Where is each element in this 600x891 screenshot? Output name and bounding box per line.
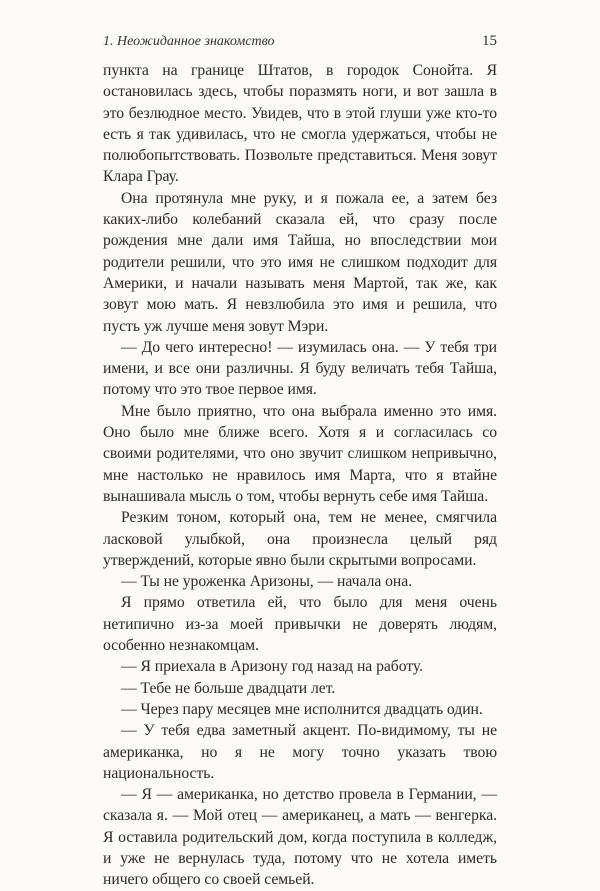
paragraph: — Тебе не больше двадцати лет. [121, 679, 336, 697]
paragraph: Она протянула мне руку, и я пожала ее, а затем без каких-либо колебаний сказала ей, что сразу после рождения мне дали имя Тайша, но впоследствии мои родители решили, что это имя не слишком подходит для Америки, и начали называть меня Мартой, так же, как зовут мою мать. Я невзлюбила это имя и решила, что пусть уж лучше меня зовут Мэри. [103, 189, 497, 335]
paragraph: Резким тоном, который она, тем не менее, смягчила ласковой улыбкой, она произнесла целый ряд утверждений, которые явно были скрытыми вопросами. [103, 509, 497, 569]
paragraph: пункта на границе Штатов, в городок Сонойта. Я остановилась здесь, чтобы поразмять ноги, и вот зашла в это безлюдное место. Увидев, что в этой глуши уже кто-то есть я так удивилась, что не смогла удержаться, чтобы не полюбопытствовать. Позвольте представиться. Меня зовут Клара Грау. [103, 62, 497, 186]
paragraph: — Ты не уроженка Аризоны, — начала она. [121, 573, 413, 591]
paragraph: — Через пару месяцев мне исполнится двадцать один. [121, 700, 483, 718]
running-header [103, 33, 497, 50]
paragraph: — Я — американка, но детство провела в Германии, — сказала я. — Мой отец — американец, а мать — венгерка. Я оставила родительский дом, когда поступила в колледж, и уже не вернулась туда, потому что не хотела иметь ничего общего со своей семьей. [103, 786, 497, 889]
page-number: 15 [482, 33, 497, 49]
body-text [103, 60, 497, 891]
paragraph: — У тебя едва заметный акцент. По-видимому, ты не американка, но я не могу точно указать твою национальность. [103, 722, 497, 782]
chapter-title: 1. Неожиданное знакомство [103, 34, 275, 49]
paragraph: Мне было приятно, что она выбрала именно это имя. Оно было мне ближе всего. Хотя я и согласилась со своими родителями, что оно звучит слишком непривычно, мне настолько не нравилось имя Марта, что я втайне вынашивала мысль о том, чтобы вернуть себе имя Тайша. [103, 402, 497, 505]
paragraph: Я прямо ответила ей, что было для меня очень нетипично из-за моей привычки не доверять людям, особенно незнакомцам. [103, 594, 497, 655]
paragraph: — Я приехала в Аризону год назад на работу. [121, 658, 424, 676]
paragraph: — До чего интересно! — изумилась она. — У тебя три имени, и все они различны. Я буду величать тебя Тайша, потому что это твое первое имя. [103, 338, 497, 399]
